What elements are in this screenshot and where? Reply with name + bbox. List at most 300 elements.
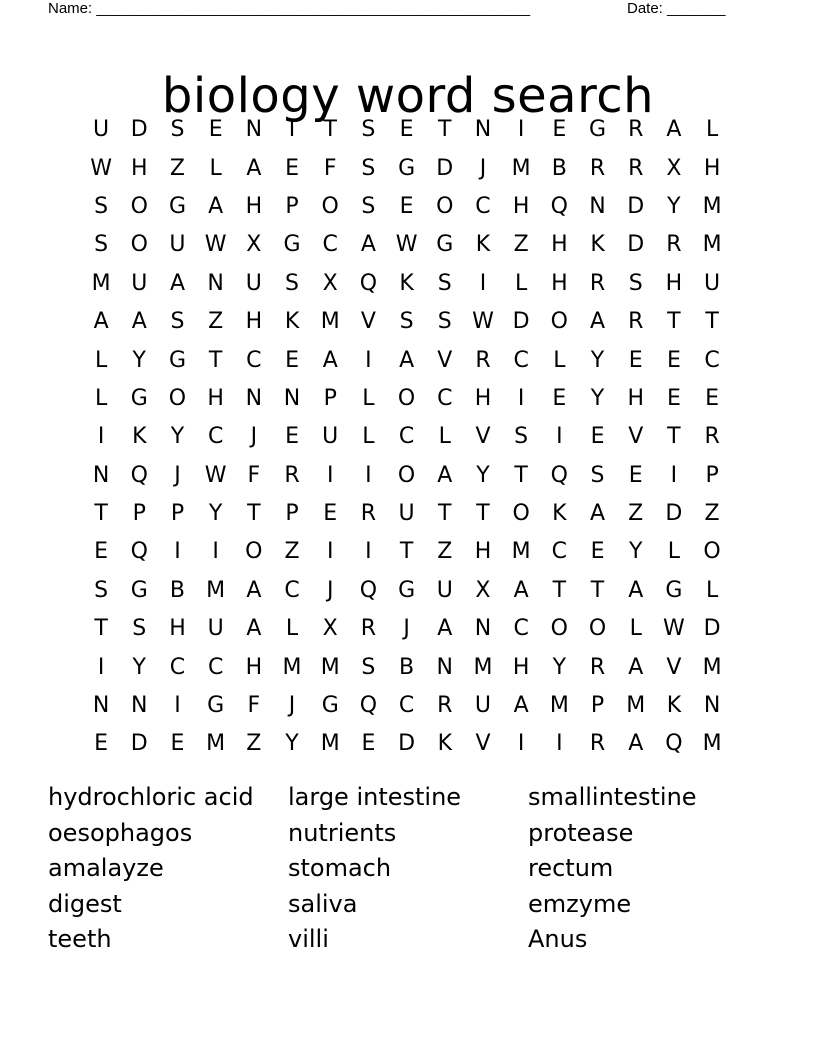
grid-letter: L xyxy=(94,385,108,411)
grid-letter: H xyxy=(245,654,263,680)
grid-letter: K xyxy=(284,309,300,335)
grid-letter: A xyxy=(169,270,185,296)
word-list-item: amalayze xyxy=(48,854,164,882)
grid-letter: R xyxy=(589,731,606,757)
grid-letter: A xyxy=(628,731,644,757)
grid-letter: W xyxy=(395,232,418,258)
grid-letter: I xyxy=(288,117,296,143)
grid-letter: H xyxy=(474,385,492,411)
grid-letter: A xyxy=(246,616,262,642)
grid-letter: L xyxy=(553,347,566,373)
grid-letter: O xyxy=(397,385,416,411)
grid-letter: S xyxy=(132,616,147,642)
grid-letter: L xyxy=(94,347,108,373)
grid-letter: O xyxy=(436,193,454,219)
grid-letter: T xyxy=(514,462,528,488)
grid-letter: R xyxy=(628,155,644,181)
grid-letter: R xyxy=(589,155,606,181)
grid-letter: Y xyxy=(667,193,681,219)
grid-letter: D xyxy=(512,309,530,335)
grid-letter: P xyxy=(590,693,605,719)
grid-letter: E xyxy=(285,155,299,181)
grid-letter: M xyxy=(473,654,493,680)
word-list-item: nutrients xyxy=(288,818,397,847)
grid-letter: S xyxy=(361,155,376,181)
grid-letter: C xyxy=(437,385,453,411)
grid-letter: W xyxy=(90,155,112,181)
grid-letter: Q xyxy=(130,462,148,488)
grid-letter: N xyxy=(474,117,492,143)
grid-letter: E xyxy=(628,347,643,373)
word-list-item: hydrochloric acid xyxy=(48,783,254,811)
grid-row xyxy=(82,687,732,725)
grid-letter: H xyxy=(551,232,568,258)
grid-letter: N xyxy=(474,616,492,642)
grid-letter: Y xyxy=(132,347,146,373)
grid-letter: I xyxy=(556,731,563,757)
grid-letter: G xyxy=(130,577,148,603)
grid-letter: K xyxy=(132,424,147,450)
grid-letter: S xyxy=(514,424,529,450)
grid-row xyxy=(82,610,732,648)
grid-letter: E xyxy=(323,501,338,527)
grid-letter: S xyxy=(590,462,605,488)
grid-letter: Q xyxy=(359,270,378,296)
grid-letter: P xyxy=(323,385,337,411)
grid-letter: Z xyxy=(628,501,644,527)
grid-letter: C xyxy=(169,654,186,680)
grid-letter: H xyxy=(512,654,530,680)
grid-letter: O xyxy=(130,193,148,219)
grid-row xyxy=(82,380,732,418)
grid-letter: H xyxy=(627,385,644,411)
grid-letter: S xyxy=(285,270,300,296)
grid-letter: S xyxy=(94,232,109,258)
word-list-item: protease xyxy=(528,818,634,847)
grid-letter: A xyxy=(666,117,682,143)
grid-letter: F xyxy=(247,462,261,488)
grid-letter: R xyxy=(475,347,491,373)
grid-letter: E xyxy=(666,347,681,373)
grid-letter: M xyxy=(626,693,646,719)
grid-letter: I xyxy=(517,731,525,757)
grid-letter: A xyxy=(360,232,376,258)
grid-letter: W xyxy=(204,462,227,488)
grid-letter: M xyxy=(91,270,111,296)
word-list-item: rectum xyxy=(528,854,614,882)
grid-letter: I xyxy=(174,539,181,565)
grid-row xyxy=(82,495,732,533)
grid-letter: C xyxy=(551,539,568,565)
grid-letter: I xyxy=(517,385,525,411)
word-list-item: smallintestine xyxy=(528,783,697,811)
grid-letter: D xyxy=(627,232,645,258)
grid-letter: E xyxy=(552,385,567,411)
grid-letter: G xyxy=(665,577,683,603)
grid-letter: P xyxy=(705,462,719,488)
grid-letter: J xyxy=(403,616,410,642)
grid-letter: S xyxy=(94,577,109,603)
grid-letter: M xyxy=(282,654,302,680)
grid-letter: Q xyxy=(550,193,568,219)
grid-letter: T xyxy=(94,501,108,527)
grid-letter: X xyxy=(666,155,682,181)
grid-letter: A xyxy=(399,347,415,373)
grid-letter: R xyxy=(628,309,644,335)
grid-letter: W xyxy=(204,232,227,258)
grid-letter: M xyxy=(320,654,340,680)
grid-letter: A xyxy=(513,577,529,603)
grid-letter: A xyxy=(628,577,644,603)
grid-letter: H xyxy=(169,616,186,642)
grid-letter: J xyxy=(479,155,487,181)
grid-letter: N xyxy=(92,693,110,719)
grid-letter: S xyxy=(361,654,376,680)
grid-letter: Q xyxy=(359,577,378,603)
grid-letter: Z xyxy=(208,309,224,335)
grid-letter: C xyxy=(513,347,529,373)
grid-letter: G xyxy=(589,117,607,143)
date-field: Date: _______ xyxy=(627,0,726,17)
grid-letter: K xyxy=(552,501,567,527)
grid-letter: A xyxy=(322,347,338,373)
grid-letter: U xyxy=(169,232,186,258)
grid-letter: H xyxy=(245,193,263,219)
grid-letter: D xyxy=(130,117,148,143)
grid-letter: H xyxy=(551,270,568,296)
grid-letter: Z xyxy=(169,155,185,181)
word-list-item: digest xyxy=(48,889,122,918)
grid-letter: S xyxy=(170,117,185,143)
grid-letter: Z xyxy=(284,539,300,565)
grid-letter: E xyxy=(94,731,109,757)
grid-letter: Z xyxy=(513,232,529,258)
grid-letter: G xyxy=(398,155,416,181)
grid-letter: S xyxy=(170,309,185,335)
grid-letter: G xyxy=(130,385,148,411)
grid-letter: P xyxy=(132,501,146,527)
grid-letter: U xyxy=(398,501,415,527)
grid-letter: V xyxy=(360,309,376,335)
grid-letter: M xyxy=(702,654,722,680)
grid-letter: E xyxy=(285,424,299,450)
grid-letter: E xyxy=(285,347,299,373)
grid-letter: H xyxy=(131,155,148,181)
grid-letter: Q xyxy=(130,539,148,565)
grid-letter: M xyxy=(702,731,722,757)
grid-letter: G xyxy=(436,232,454,258)
word-list-item: villi xyxy=(288,925,329,953)
grid-letter: D xyxy=(436,155,454,181)
grid-letter: T xyxy=(323,117,337,143)
grid-letter: C xyxy=(398,424,415,450)
grid-letter: O xyxy=(550,309,568,335)
grid-letter: V xyxy=(437,347,453,373)
grid-letter: L xyxy=(362,385,375,411)
grid-letter: R xyxy=(589,270,606,296)
grid-letter: E xyxy=(170,731,185,757)
grid-letter: I xyxy=(326,462,334,488)
grid-letter: A xyxy=(437,462,453,488)
grid-letter: O xyxy=(550,616,568,642)
grid-letter: O xyxy=(168,385,187,411)
grid-letter: R xyxy=(704,424,720,450)
grid-letter: G xyxy=(168,347,186,373)
grid-letter: K xyxy=(666,693,682,719)
grid-letter: I xyxy=(556,424,563,450)
grid-letter: W xyxy=(472,309,494,335)
grid-letter: N xyxy=(703,693,721,719)
grid-letter: N xyxy=(207,270,224,296)
grid-letter: Y xyxy=(552,654,567,680)
grid-letter: N xyxy=(131,693,148,719)
grid-letter: V xyxy=(475,424,491,450)
grid-letter: S xyxy=(94,193,109,219)
grid-letter: C xyxy=(513,616,529,642)
grid-row xyxy=(82,572,732,610)
grid-row xyxy=(82,533,732,571)
grid-letter: I xyxy=(365,462,372,488)
grid-letter: L xyxy=(629,616,642,642)
grid-letter: A xyxy=(208,193,224,219)
grid-row xyxy=(82,188,732,226)
grid-letter: M xyxy=(511,539,531,565)
grid-row xyxy=(82,418,732,456)
page-title: biology word search xyxy=(161,68,655,125)
grid-letter: R xyxy=(360,501,377,527)
grid-letter: L xyxy=(438,424,451,450)
grid-letter: E xyxy=(705,385,720,411)
grid-letter: A xyxy=(246,577,262,603)
grid-letter: X xyxy=(475,577,491,603)
grid-letter: U xyxy=(704,270,721,296)
grid-letter: K xyxy=(399,270,414,296)
grid-letter: V xyxy=(666,654,682,680)
grid-letter: L xyxy=(209,155,222,181)
grid-letter: H xyxy=(245,309,263,335)
grid-row xyxy=(82,457,732,495)
grid-letter: E xyxy=(628,462,643,488)
grid-letter: S xyxy=(361,117,376,143)
letter-grid xyxy=(82,111,732,764)
grid-letter: R xyxy=(628,117,644,143)
grid-letter: M xyxy=(320,309,340,335)
grid-letter: L xyxy=(667,539,681,565)
grid-letter: C xyxy=(704,347,720,373)
grid-letter: B xyxy=(551,155,567,181)
grid-letter: L xyxy=(705,577,719,603)
grid-letter: I xyxy=(174,693,181,719)
grid-letter: U xyxy=(474,693,492,719)
grid-letter: C xyxy=(207,654,224,680)
grid-letter: Q xyxy=(550,462,568,488)
grid-letter: Y xyxy=(476,462,490,488)
grid-letter: L xyxy=(705,117,719,143)
grid-letter: M xyxy=(206,577,226,603)
grid-letter: H xyxy=(703,155,721,181)
grid-letter: H xyxy=(207,385,224,411)
grid-letter: M xyxy=(320,731,340,757)
worksheet-header xyxy=(48,0,748,18)
grid-letter: R xyxy=(284,462,300,488)
grid-letter: P xyxy=(285,501,299,527)
grid-letter: R xyxy=(437,693,453,719)
word-list-item: Anus xyxy=(528,925,588,953)
grid-letter: I xyxy=(97,424,105,450)
grid-letter: X xyxy=(322,270,338,296)
grid-letter: I xyxy=(670,462,678,488)
grid-letter: F xyxy=(247,693,261,719)
grid-letter: R xyxy=(589,654,606,680)
grid-letter: M xyxy=(549,693,569,719)
grid-letter: O xyxy=(512,501,530,527)
grid-letter: E xyxy=(590,539,605,565)
grid-letter: C xyxy=(398,693,415,719)
grid-letter: R xyxy=(360,616,377,642)
grid-letter: E xyxy=(552,117,567,143)
word-list-item: teeth xyxy=(48,925,112,953)
grid-letter: A xyxy=(246,155,262,181)
grid-letter: A xyxy=(131,309,147,335)
grid-letter: D xyxy=(398,731,416,757)
grid-letter: X xyxy=(322,616,338,642)
grid-letter: G xyxy=(283,232,301,258)
grid-letter: Y xyxy=(285,731,299,757)
grid-row xyxy=(82,111,732,149)
grid-letter: A xyxy=(590,501,606,527)
grid-row xyxy=(82,149,732,187)
grid-letter: N xyxy=(245,117,263,143)
grid-letter: R xyxy=(666,232,682,258)
grid-letter: X xyxy=(246,232,262,258)
grid-letter: H xyxy=(665,270,683,296)
grid-letter: E xyxy=(208,117,223,143)
grid-letter: M xyxy=(206,731,226,757)
grid-letter: E xyxy=(399,117,414,143)
word-list-item: oesophagos xyxy=(48,818,193,847)
grid-letter: T xyxy=(552,577,567,603)
grid-letter: O xyxy=(588,616,607,642)
grid-letter: Q xyxy=(665,731,683,757)
grid-letter: Y xyxy=(628,539,643,565)
grid-letter: N xyxy=(436,654,454,680)
grid-letter: J xyxy=(250,424,258,450)
grid-letter: O xyxy=(130,232,148,258)
grid-letter: G xyxy=(321,693,339,719)
grid-letter: M xyxy=(702,232,722,258)
name-field: Name: ____________________________________________________ xyxy=(48,0,531,17)
grid-letter: K xyxy=(475,232,491,258)
grid-letter: C xyxy=(322,232,338,258)
grid-letter: M xyxy=(511,155,531,181)
grid-letter: F xyxy=(323,155,337,181)
grid-letter: T xyxy=(438,117,452,143)
grid-letter: L xyxy=(285,616,299,642)
grid-letter: U xyxy=(436,577,453,603)
grid-letter: Y xyxy=(170,424,185,450)
grid-letter: E xyxy=(361,731,376,757)
grid-letter: J xyxy=(326,577,334,603)
grid-letter: I xyxy=(517,117,525,143)
grid-letter: I xyxy=(365,347,372,373)
grid-letter: C xyxy=(475,193,491,219)
grid-letter: Z xyxy=(437,539,453,565)
grid-letter: C xyxy=(207,424,224,450)
grid-row xyxy=(82,725,732,763)
word-list-item: saliva xyxy=(288,889,358,918)
grid-letter: N xyxy=(92,462,110,488)
grid-letter: Z xyxy=(704,501,720,527)
grid-letter: T xyxy=(590,577,605,603)
grid-letter: C xyxy=(284,577,300,603)
grid-letter: O xyxy=(703,539,721,565)
grid-letter: S xyxy=(437,270,452,296)
grid-letter: O xyxy=(397,462,416,488)
grid-letter: G xyxy=(207,693,225,719)
word-list-item: large intestine xyxy=(288,783,462,811)
grid-letter: D xyxy=(665,501,683,527)
grid-letter: G xyxy=(168,193,186,219)
grid-letter: H xyxy=(512,193,530,219)
grid-letter: T xyxy=(94,616,108,642)
grid-letter: T xyxy=(438,501,452,527)
grid-letter: E xyxy=(94,539,109,565)
grid-letter: W xyxy=(663,616,685,642)
grid-letter: B xyxy=(399,654,415,680)
word-list xyxy=(48,780,768,958)
grid-letter: B xyxy=(169,577,186,603)
grid-letter: N xyxy=(589,193,606,219)
grid-letter: E xyxy=(666,385,681,411)
grid-letter: L xyxy=(515,270,528,296)
grid-letter: N xyxy=(245,385,263,411)
grid-letter: L xyxy=(362,424,375,450)
grid-letter: T xyxy=(667,309,681,335)
grid-letter: T xyxy=(667,424,681,450)
grid-letter: J xyxy=(174,462,181,488)
grid-letter: H xyxy=(474,539,492,565)
grid-letter: T xyxy=(705,309,719,335)
word-list-item: stomach xyxy=(288,854,392,882)
grid-row xyxy=(82,226,732,264)
grid-letter: M xyxy=(702,193,722,219)
grid-letter: I xyxy=(326,539,334,565)
grid-letter: V xyxy=(475,731,491,757)
grid-letter: A xyxy=(437,616,453,642)
grid-letter: S xyxy=(437,309,452,335)
grid-letter: T xyxy=(247,501,261,527)
grid-row xyxy=(82,341,732,379)
grid-letter: Z xyxy=(246,731,262,757)
grid-letter: A xyxy=(93,309,109,335)
grid-letter: J xyxy=(288,693,296,719)
grid-letter: Y xyxy=(590,347,605,373)
grid-letter: S xyxy=(361,193,376,219)
grid-letter: K xyxy=(590,232,605,258)
grid-letter: U xyxy=(131,270,148,296)
grid-letter: I xyxy=(97,654,105,680)
grid-letter: E xyxy=(399,193,414,219)
grid-row xyxy=(82,265,732,303)
grid-letter: G xyxy=(398,577,416,603)
grid-letter: K xyxy=(437,731,452,757)
grid-letter: P xyxy=(285,193,299,219)
grid-letter: Y xyxy=(208,501,223,527)
grid-letter: Q xyxy=(359,693,378,719)
grid-letter: I xyxy=(479,270,487,296)
grid-letter: S xyxy=(399,309,414,335)
grid-letter: T xyxy=(399,539,414,565)
